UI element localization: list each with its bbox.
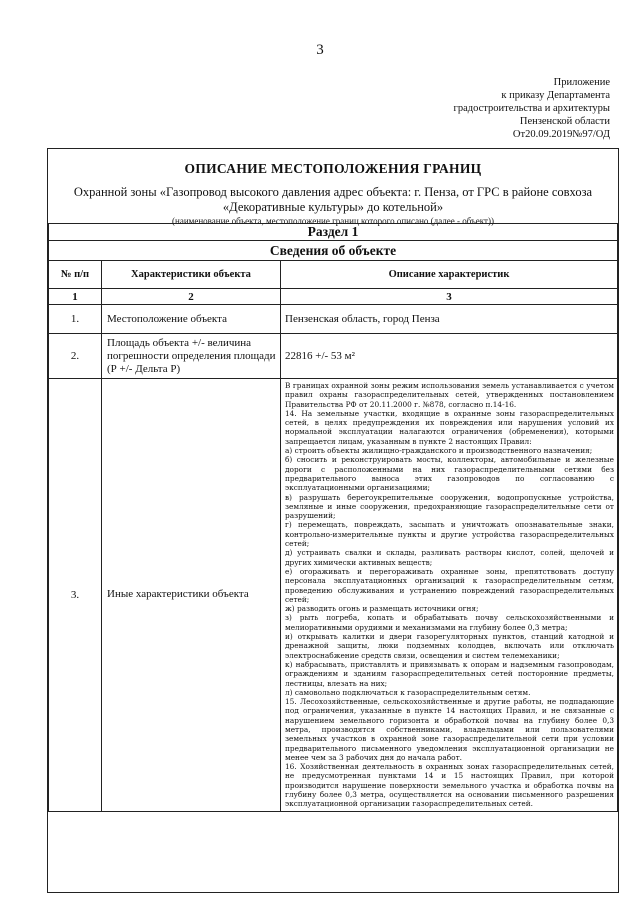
section-label: Раздел 1	[49, 224, 618, 241]
row-description: Пензенская область, город Пенза	[281, 305, 618, 334]
row-description-restrictions	[281, 379, 618, 812]
restriction-paragraph: е) огораживать и перегораживать охранные зоны, препятствовать доступу персонала эксплуатационных организаций к газораспределительным сетям, проведению обслуживания и устранению повреждений газораспределительных сетей;	[285, 566, 614, 604]
restriction-paragraph: б) сносить и реконструировать мосты, коллекторы, автомобильные и железные дороги с расположенными на них газораспределительными сетями без предварительного выноса этих газопроводов по согласованию с эксплуатационными организациями;	[285, 455, 614, 493]
restriction-paragraph: а) строить объекты жилищно-гражданского и производственного назначения;	[285, 446, 593, 456]
object-name-caption: (наименование объекта, местоположение границ которого описано (далее - объект))	[172, 216, 494, 226]
column-header-characteristic: Характеристики объекта	[102, 261, 281, 289]
table-row	[49, 334, 618, 379]
restriction-paragraph: 14. На земельные участки, входящие в охранные зоны газораспределительных сетей, в целях предупреждения их повреждения или нарушения условий их нормальной эксплуатации налагаются ограничения (обременения), которыми запрещается лицам, указанным в пункте 2 настоящих Правил:	[285, 408, 614, 446]
column-number: 1	[49, 289, 102, 305]
document-frame	[47, 148, 619, 893]
row-characteristic: Площадь объекта +/- величина погрешности определения площади (Р +/- Дельта Р)	[102, 334, 281, 379]
row-number: 3.	[49, 379, 102, 812]
row-characteristic: Местоположение объекта	[102, 305, 281, 334]
appendix-line: Пензенской области	[519, 116, 610, 127]
appendix-line: градостроительства и архитектуры	[453, 103, 610, 114]
restriction-paragraph: ж) разводить огонь и размещать источники огня;	[285, 604, 479, 614]
restriction-paragraph: 16. Хозяйственная деятельность в охранных зонах газораспределительных сетей, не предусмотренная пунктами 14 и 15 настоящих Правил, при которой производится нарушение поверхности земельного участка и обработка почвы на глубину более 0,3 метра, осуществляется на основании письменного разрешения эксплуатационной организации газораспределительных сетей.	[285, 762, 614, 809]
row-description: 22816 +/- 53 м²	[281, 334, 618, 379]
appendix-line: Приложение	[553, 77, 610, 88]
table-row	[49, 305, 618, 334]
restriction-paragraph: В границах охранной зоны режим использования земель устанавливается с учетом правил охраны газораспределительных сетей, утвержденных постановлением Правительства РФ от 20.11.2000 г. №878, согласно п.14-16.	[285, 381, 614, 409]
section-name: Сведения об объекте	[49, 241, 618, 261]
document-header	[48, 161, 618, 226]
document-title: ОПИСАНИЕ МЕСТОПОЛОЖЕНИЯ ГРАНИЦ	[184, 161, 482, 176]
appendix-line: От20.09.2019№97/ОД	[512, 129, 610, 140]
restriction-paragraph: 15. Лесохозяйственные, сельскохозяйственные и другие работы, не подпадающие под ограничения, указанные в пункте 14 настоящих Правил, и не связанные с нарушением земельного горизонта и обработкой почвы на глубину более 0,3 метра, производятся собственниками, владельцами или пользователями земельных участков в охранной зоне газораспределительной сети при условии предварительного письменного уведомления эксплуатационной организации не менее чем за 3 рабочих дня до начала работ.	[285, 697, 614, 762]
column-header-num: № п/п	[49, 261, 102, 289]
object-info-table	[48, 223, 618, 812]
restriction-paragraph: в) разрушать берегоукрепительные сооружения, водопропускные устройства, земляные и иные сооружения, предохраняющие газораспределительные сети от разрушений;	[285, 492, 614, 521]
row-characteristic: Иные характеристики объекта	[102, 379, 281, 812]
restriction-paragraph: к) набрасывать, приставлять и привязывать к опорам и надземным газопроводам, ограждениям и зданиям газораспределительных сетей посторонние предметы, лестницы, влезать на них;	[285, 659, 614, 688]
row-number: 2.	[49, 334, 102, 379]
column-header-description: Описание характеристик	[281, 261, 618, 289]
page-number: 3	[316, 42, 324, 58]
restriction-paragraph: и) открывать калитки и двери газорегуляторных пунктов, станций катодной и дренажной защиты, люки подземных колодцев, включать или отключать электроснабжение средств связи, освещения и систем телемеханики;	[285, 632, 614, 660]
table-row	[49, 379, 618, 812]
column-number: 3	[281, 289, 618, 305]
appendix-line: к приказу Департамента	[501, 90, 610, 101]
restriction-paragraph: з) рыть погреба, копать и обрабатывать почву сельскохозяйственными и мелиоративными орудиями и механизмами на глубину более 0,3 метра;	[285, 613, 614, 632]
restriction-paragraph: л) самовольно подключаться к газораспределительным сетям.	[285, 687, 531, 697]
row-number: 1.	[49, 305, 102, 334]
restriction-paragraph: г) перемещать, повреждать, засыпать и уничтожать опознавательные знаки, контрольно-измерительные пункты и другие устройства газораспределительных сетей;	[285, 520, 614, 549]
object-name: Охранной зоны «Газопровод высокого давления адрес объекта: г. Пенза, от ГРС в районе совхоза «Декоративные культуры» до котельной»	[73, 185, 593, 214]
column-number: 2	[102, 289, 281, 305]
restriction-paragraph: д) устраивать свалки и склады, разливать растворы кислот, солей, щелочей и других химически активных веществ;	[285, 548, 614, 567]
appendix-block	[390, 76, 610, 141]
